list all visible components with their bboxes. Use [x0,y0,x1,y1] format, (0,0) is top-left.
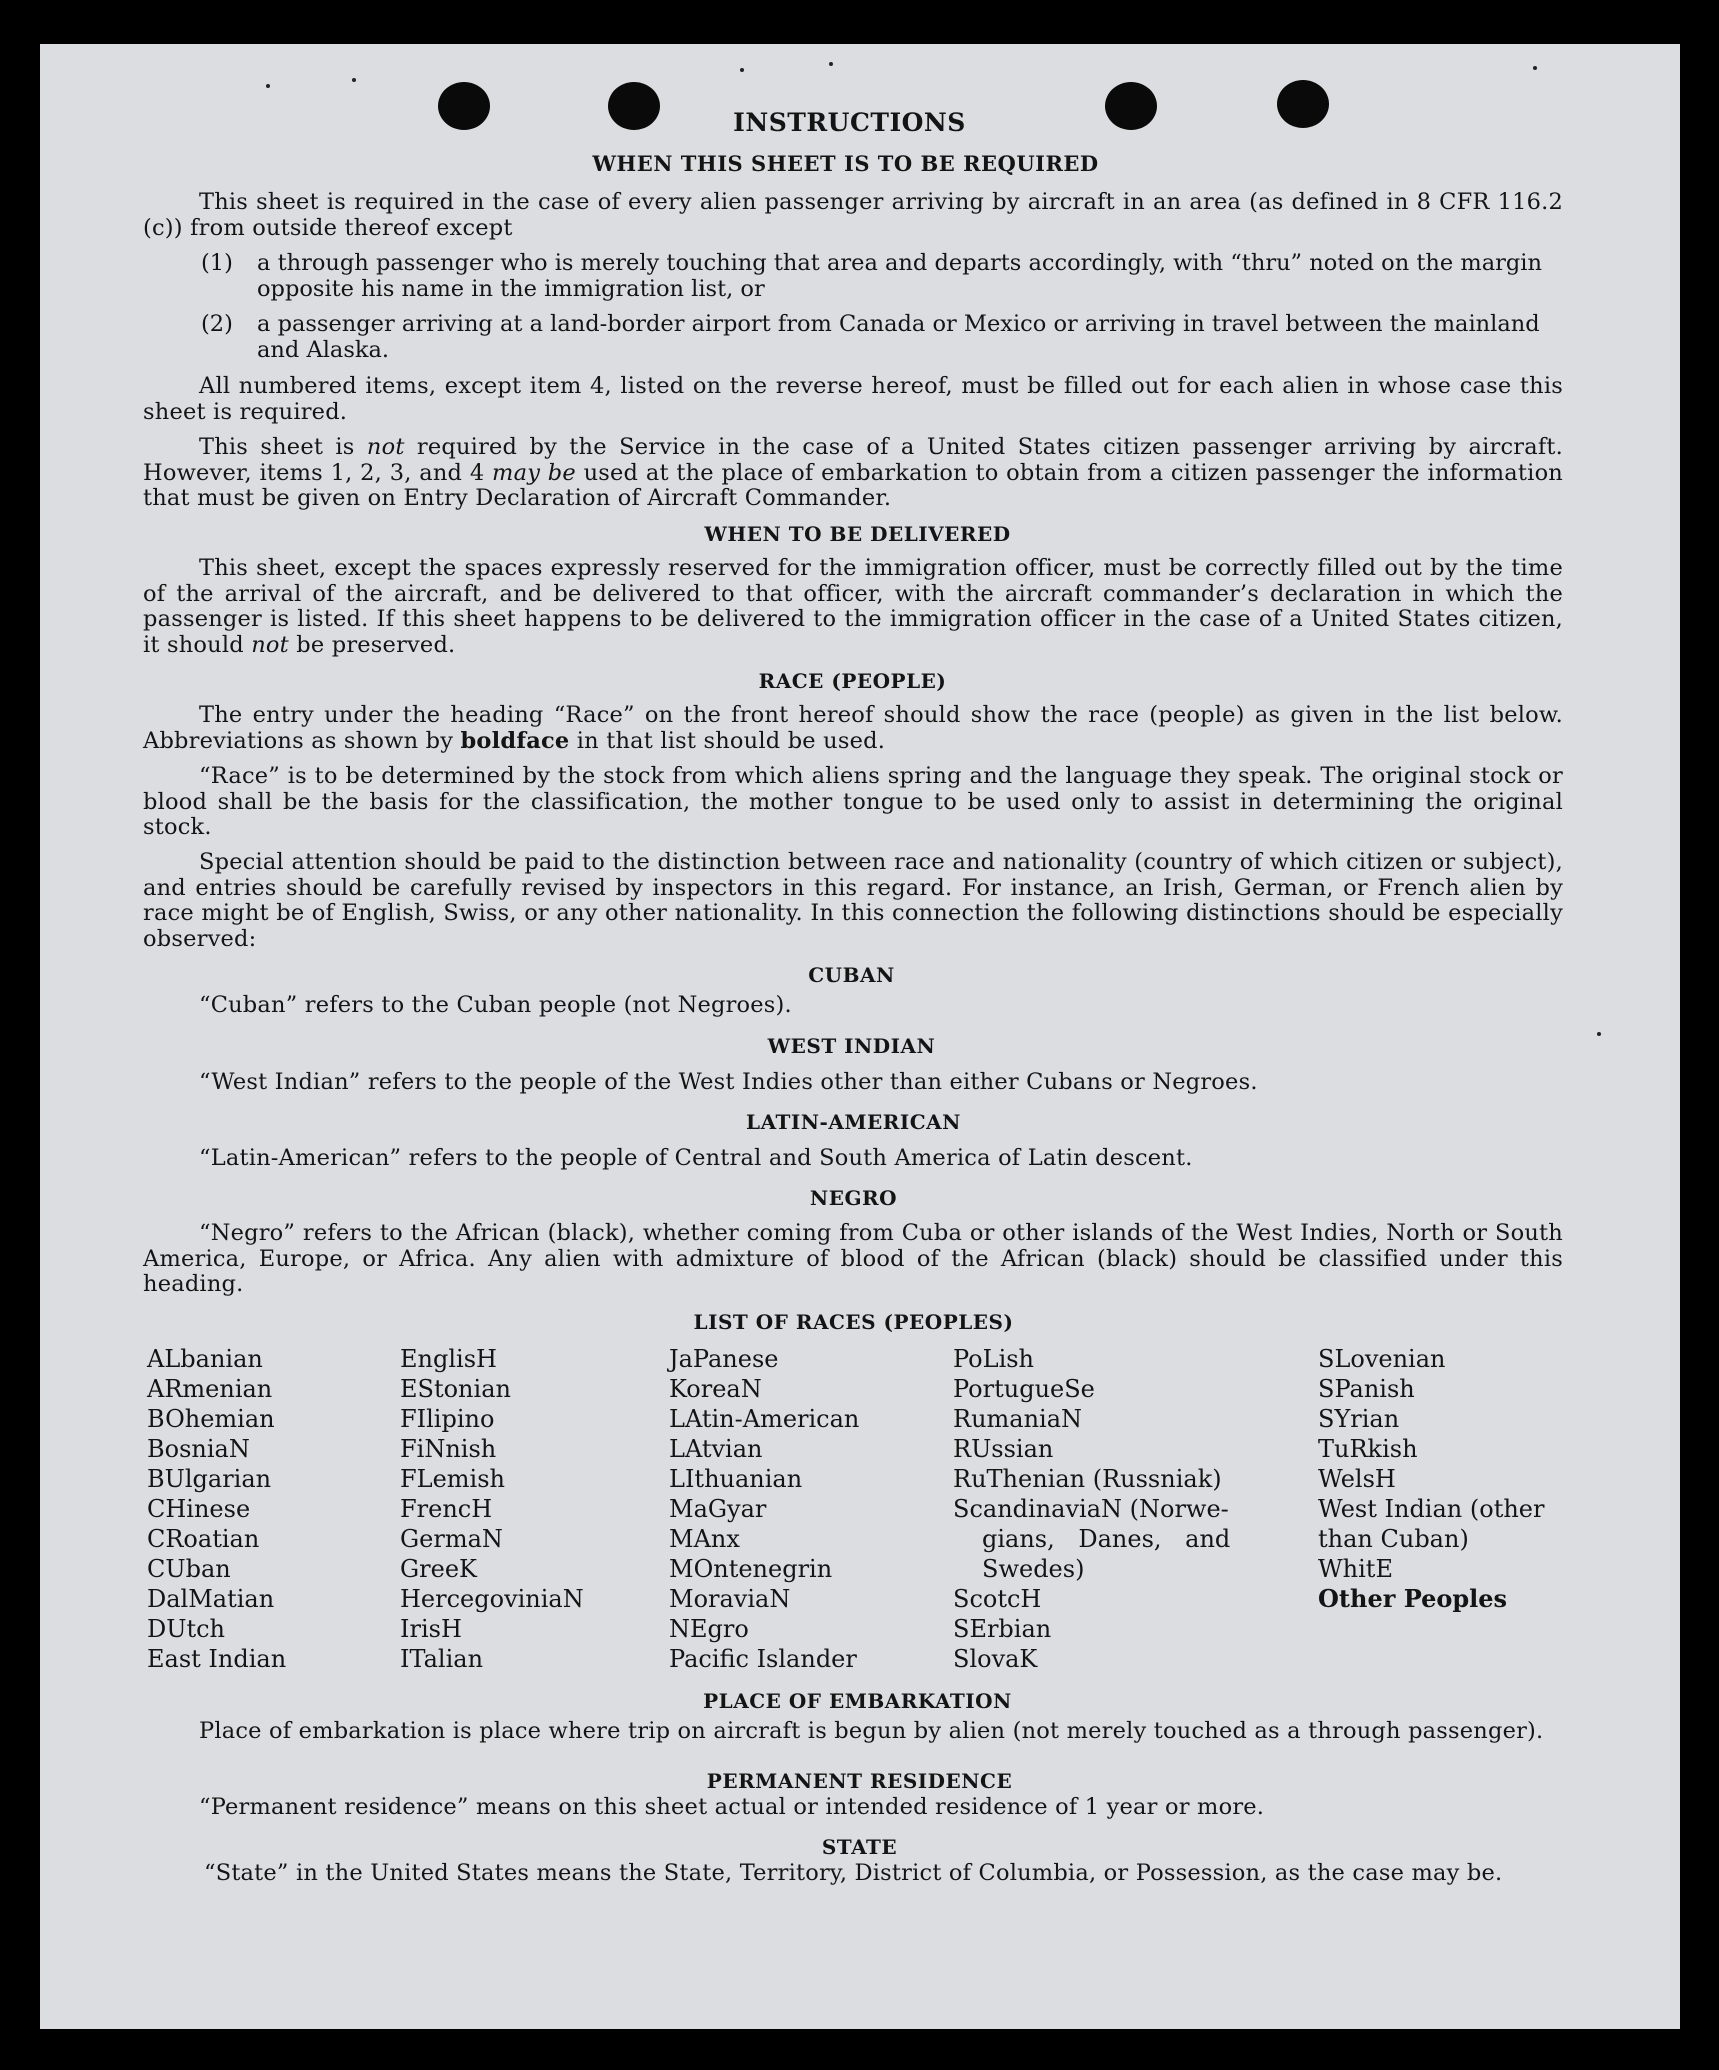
heading-when-required: WHEN THIS SHEET IS TO BE REQUIRED [592,151,1099,176]
race-entry: ALbanian [147,1345,263,1373]
heading-residence: PERMANENT RESIDENCE [706,1769,1013,1793]
race-entry: CHinese [147,1495,251,1523]
paragraph-embarkation: Place of embarkation is place where trip on aircraft is begun by alien (not merely touched as a through passenger). [199,1718,1544,1744]
paragraph-required: This sheet is required in the case of every alien passenger arriving by aircraft in an area (as defined in 8 CFR 116.2 (c)) from outside thereof except [143,189,1563,241]
race-entry: West Indian (other [1318,1495,1545,1523]
heading-list-of-races: LIST OF RACES (PEOPLES) [693,1310,1014,1334]
race-entry: CRoatian [147,1525,260,1553]
race-entry: BUlgarian [147,1465,272,1493]
paragraph-residence: “Permanent residence” means on this sheet actual or intended residence of 1 year or more. [199,1794,1265,1820]
race-entry: EnglisH [400,1345,497,1373]
race-entry: FLemish [400,1465,505,1493]
race-entry: LAtin-American [669,1405,860,1433]
heading-embarkation: PLACE OF EMBARKATION [703,1689,1012,1713]
race-entry: MOntenegrin [669,1555,833,1583]
race-entry: RuThenian (Russniak) [953,1465,1222,1493]
race-entry: PortugueSe [953,1375,1095,1403]
race-list-column-4 [953,1344,1230,1674]
heading-state: STATE [821,1835,898,1859]
paragraph-latin-american: “Latin-American” refers to the people of Central and South America of Latin descent. [199,1145,1193,1171]
heading-cuban: CUBAN [808,963,895,987]
race-entry: Other Peoples [1318,1584,1508,1613]
race-entry: JaPanese [669,1345,779,1373]
race-entry: gians, Danes, and [982,1525,1231,1553]
race-entry: DUtch [147,1615,226,1643]
race-entry: SErbian [953,1615,1052,1643]
race-entry: MoraviaN [669,1585,791,1613]
race-entry: SYrian [1318,1405,1400,1433]
race-list-column-2 [400,1344,584,1674]
paragraph-state: “State” in the United States means the State, Territory, District of Columbia, or Possession, as the case may be. [204,1860,1503,1886]
heading-latin-american: LATIN-AMERICAN [746,1110,961,1134]
list-item-2 [201,311,1563,363]
page-title: INSTRUCTIONS [733,108,966,137]
race-entry: BosniaN [147,1435,250,1463]
race-entry: SPanish [1318,1375,1415,1403]
race-entry: Swedes) [982,1555,1085,1583]
race-entry: ARmenian [147,1375,273,1403]
race-entry: FIlipino [400,1405,495,1433]
race-entry: FiNnish [400,1435,497,1463]
paragraph-negro: “Negro” refers to the African (black), whether coming from Cuba or other islands of the West Indies, North or South America, Europe, or Africa. Any alien with admixture of blood of the African (black) should be classified under this heading. [143,1220,1563,1297]
paragraph-numbered-items: All numbered items, except item 4, listed on the reverse hereof, must be filled out for each alien in whose case this sheet is required. [143,373,1563,425]
race-entry: DalMatian [147,1585,275,1613]
race-entry: ScandinaviaN (Norwe- [953,1495,1229,1523]
race-entry: GermaN [400,1525,503,1553]
paragraph-race-stock: “Race” is to be determined by the stock from which aliens spring and the language they speak. The original stock or blood shall be the basis for the classification, the mother tongue to be used only to assist in determining the original stock. [143,763,1563,840]
race-entry: PoLish [953,1345,1035,1373]
race-list-column-3 [669,1344,859,1674]
race-entry: FrencH [400,1495,493,1523]
race-entry: LAtvian [669,1435,763,1463]
race-entry: RUssian [953,1435,1054,1463]
race-entry: TuRkish [1318,1435,1418,1463]
heading-when-delivered: WHEN TO BE DELIVERED [704,522,1011,546]
race-entry: IrisH [400,1615,462,1643]
paragraph-west-indian: “West Indian” refers to the people of the West Indies other than either Cubans or Negroes. [199,1069,1258,1095]
item-number: (1) [201,250,233,276]
paragraph-race-nationality: Special attention should be paid to the distinction between race and nationality (country of which citizen or subject), and entries should be carefully revised by inspectors in this regard. For instance, an Irish, German, or French alien by race might be of English, Swiss, or any other nationality. In this connection the following distinctions should be especially observed: [143,849,1563,952]
heading-race: RACE (PEOPLE) [758,669,947,693]
race-entry: BOhemian [147,1405,275,1433]
race-entry: EStonian [400,1375,511,1403]
race-entry: MAnx [669,1525,740,1553]
heading-negro: NEGRO [809,1186,898,1210]
race-list-column-1 [147,1344,286,1674]
race-entry: SLovenian [1318,1345,1446,1373]
race-entry: than Cuban) [1318,1525,1469,1553]
race-entry: ITalian [400,1645,484,1673]
race-entry: WhitE [1318,1555,1393,1583]
heading-west-indian: WEST INDIAN [767,1034,936,1058]
paragraph-delivered: This sheet, except the spaces expressly reserved for the immigration officer, must be correctly filled out by the time of the arrival of the aircraft, and be delivered to that officer, with the aircraft commander’s declaration in which the passenger is listed. If this sheet happens to be delivered to the immigration officer in the case of a United States citizen, it should not be preserved. [143,555,1563,658]
race-entry: GreeK [400,1555,477,1583]
paragraph-not-required: This sheet is not required by the Service in the case of a United States citizen passenger arriving by aircraft. However, items 1, 2, 3, and 4 may be used at the place of embarkation to obtain from a citizen passenger the information that must be given on Entry Declaration of Aircraft Commander. [143,434,1564,511]
race-entry: East Indian [147,1645,287,1673]
race-entry: MaGyar [669,1495,767,1523]
item-number: (2) [201,311,233,337]
paragraph-race-entry: The entry under the heading “Race” on the front hereof should show the race (people) as given in the list below. Abbreviations as shown by boldface in that list should be used. [143,702,1563,754]
item-text: a passenger arriving at a land-border airport from Canada or Mexico or arriving in travel between the mainland and Alaska. [257,311,1540,363]
list-item-1 [201,250,1563,302]
race-list-column-5 [1318,1344,1544,1614]
race-entry: SlovaK [953,1645,1038,1673]
item-text: a through passenger who is merely touching that area and departs accordingly, with “thru” noted on the margin opposite his name in the immigration list, or [257,250,1542,302]
race-entry: HercegoviniaN [400,1585,584,1613]
paragraph-cuban: “Cuban” refers to the Cuban people (not Negroes). [199,992,792,1018]
race-entry: NEgro [669,1615,749,1643]
race-entry: CUban [147,1555,231,1583]
race-entry: ScotcH [953,1585,1042,1613]
race-entry: WelsH [1318,1465,1396,1493]
race-entry: Pacific Islander [669,1645,857,1673]
race-entry: KoreaN [669,1375,762,1403]
race-entry: RumaniaN [953,1405,1083,1433]
race-entry: LIthuanian [669,1465,803,1493]
